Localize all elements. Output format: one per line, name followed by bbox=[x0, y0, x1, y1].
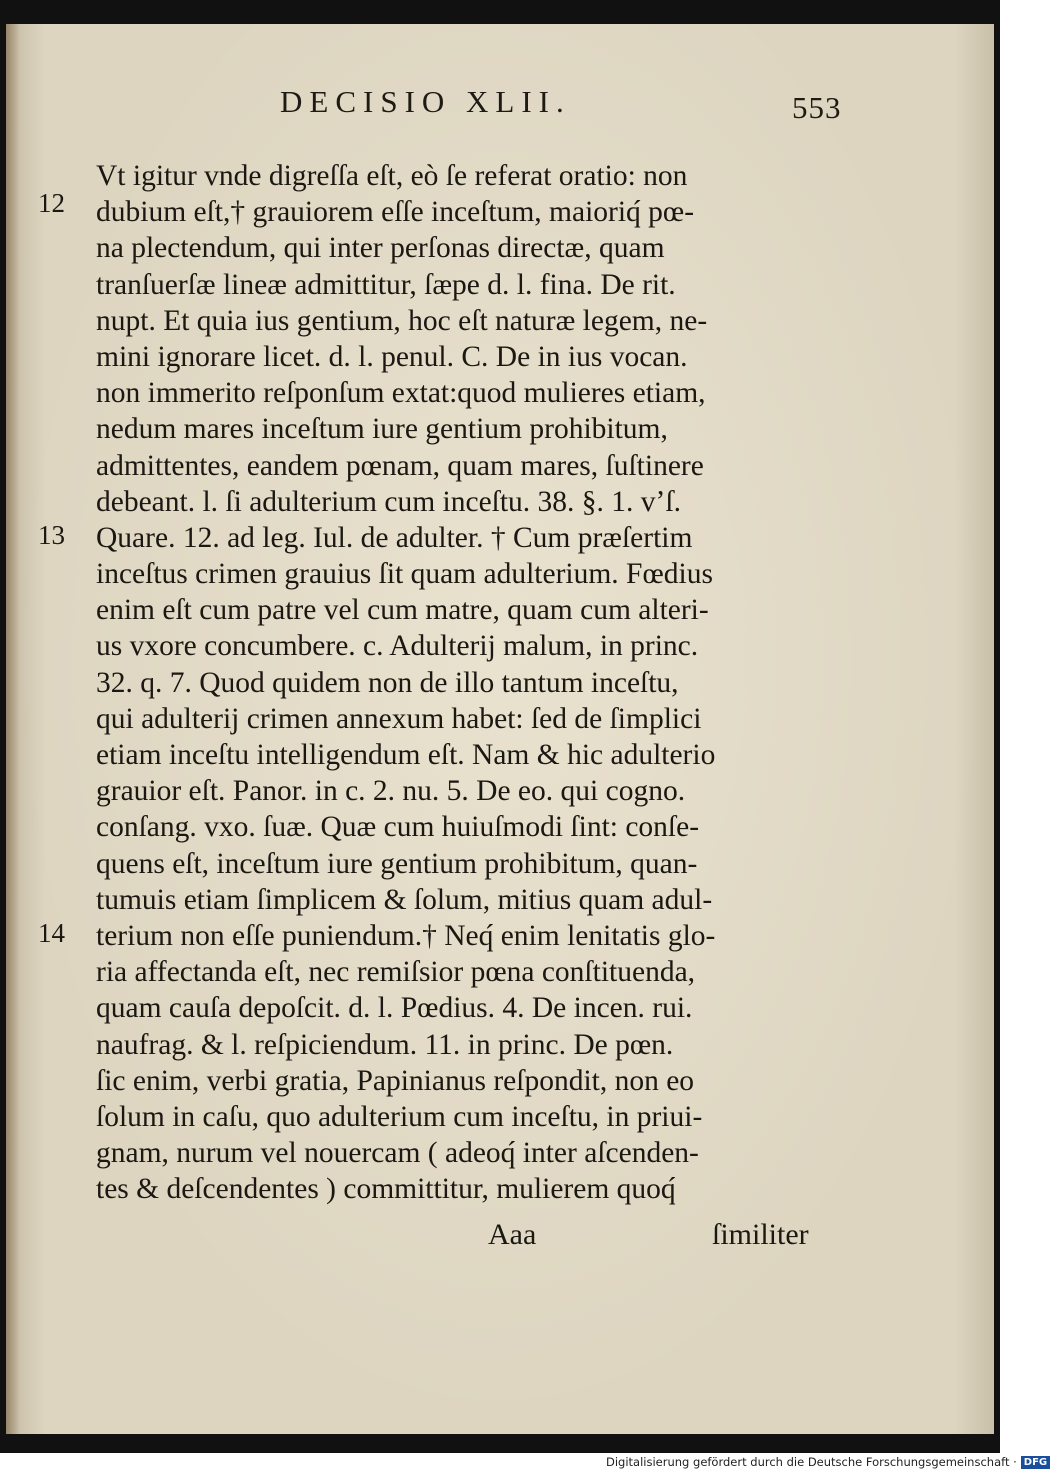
dfg-logo-icon[interactable]: DFG bbox=[1021, 1456, 1050, 1469]
text-line: grauior eſt. Panor. in c. 2. nu. 5. De eo. qui cogno. bbox=[96, 775, 686, 808]
text-line: etiam inceſtu intelligendum eſt. Nam & hic adulterio bbox=[96, 739, 716, 771]
text-line: us vxore concumbere. c. Adulterij malum, in princ. bbox=[96, 630, 699, 663]
text-line: tes & deſcendentes ) committitur, mulierem quoq́ bbox=[96, 1173, 676, 1206]
margin-note-13: 13 bbox=[38, 520, 65, 550]
body-text bbox=[96, 158, 844, 1207]
text-line: na plectendum, qui inter perſonas directæ, quam bbox=[96, 232, 665, 265]
text-line: quam cauſa depoſcit. d. l. Pœdius. 4. De incen. rui. bbox=[96, 992, 693, 1025]
text-line: conſang. vxo. ſuæ. Quæ cum huiuſmodi ſint: conſe- bbox=[96, 811, 700, 844]
running-head: DECISIO XLII. bbox=[280, 84, 571, 119]
text-line: ſolum in caſu, quo adulterium cum inceſtu, in priui- bbox=[96, 1100, 703, 1133]
text-line: gnam, nurum vel nouercam ( adeoq́ inter aſcenden- bbox=[96, 1137, 699, 1170]
text-line: ſic enim, verbi gratia, Papinianus reſpondit, non eo bbox=[96, 1064, 695, 1097]
text-line: admittentes, eandem pœnam, quam mares, ſuſtinere bbox=[96, 449, 704, 482]
digitization-credit bbox=[606, 1455, 1050, 1473]
margin-note-12: 12 bbox=[38, 188, 65, 218]
text-line: quens eſt, inceſtum iure gentium prohibitum, quan- bbox=[96, 847, 698, 880]
text-line: nupt. Et quia ius gentium, hoc eſt naturæ legem, ne- bbox=[96, 304, 708, 337]
text-line: ria affectanda eſt, nec remiſsior pœna conſtituenda, bbox=[96, 956, 696, 989]
text-line: qui adulterij crimen annexum habet: ſed de ſimplici bbox=[96, 702, 702, 735]
text-line: Vt igitur vnde digreſſa eſt, eò ſe referat oratio: non bbox=[96, 160, 688, 192]
text-line: debeant. l. ſi adulterium cum inceſtu. 38. §. 1. vʼſ. bbox=[96, 485, 681, 518]
text-line: naufrag. & l. reſpiciendum. 11. in princ. De pœn. bbox=[96, 1028, 674, 1061]
credit-text: Digitalisierung gefördert durch die Deutsche Forschungsgemeinschaft · bbox=[606, 1455, 1017, 1469]
text-line: tranſuerſæ lineæ admittitur, ſæpe d. l. fina. De rit. bbox=[96, 268, 676, 301]
text-line: mini ignorare licet. d. l. penul. C. De in ius vocan. bbox=[96, 340, 688, 373]
page-number: 553 bbox=[792, 90, 842, 125]
text-line: enim eſt cum patre vel cum matre, quam cum alteri- bbox=[96, 594, 709, 627]
signature-mark: Aaa bbox=[488, 1218, 537, 1251]
text-line: inceſtus crimen grauius ſit quam adulterium. Fœdius bbox=[96, 558, 713, 591]
text-line: dubium eſt,† grauiorem eſſe inceſtum, maioriq́ pœ- bbox=[96, 196, 695, 229]
binding-edge bbox=[6, 24, 20, 1434]
text-line: tumuis etiam ſimplicem & ſolum, mitius quam adul- bbox=[96, 883, 713, 916]
margin-note-14: 14 bbox=[38, 918, 65, 948]
text-line: nedum mares inceſtum iure gentium prohibitum, bbox=[96, 413, 668, 446]
text-line: 32. q. 7. Quod quidem non de illo tantum inceſtu, bbox=[96, 666, 679, 699]
text-line: terium non eſſe puniendum.† Neq́ enim lenitatis glo- bbox=[96, 919, 716, 952]
text-line: non immerito reſponſum extat:quod mulieres etiam, bbox=[96, 377, 706, 410]
catchword: ſimiliter bbox=[712, 1218, 809, 1251]
text-line: Quare. 12. ad leg. Iul. de adulter. † Cum præſertim bbox=[96, 521, 693, 554]
